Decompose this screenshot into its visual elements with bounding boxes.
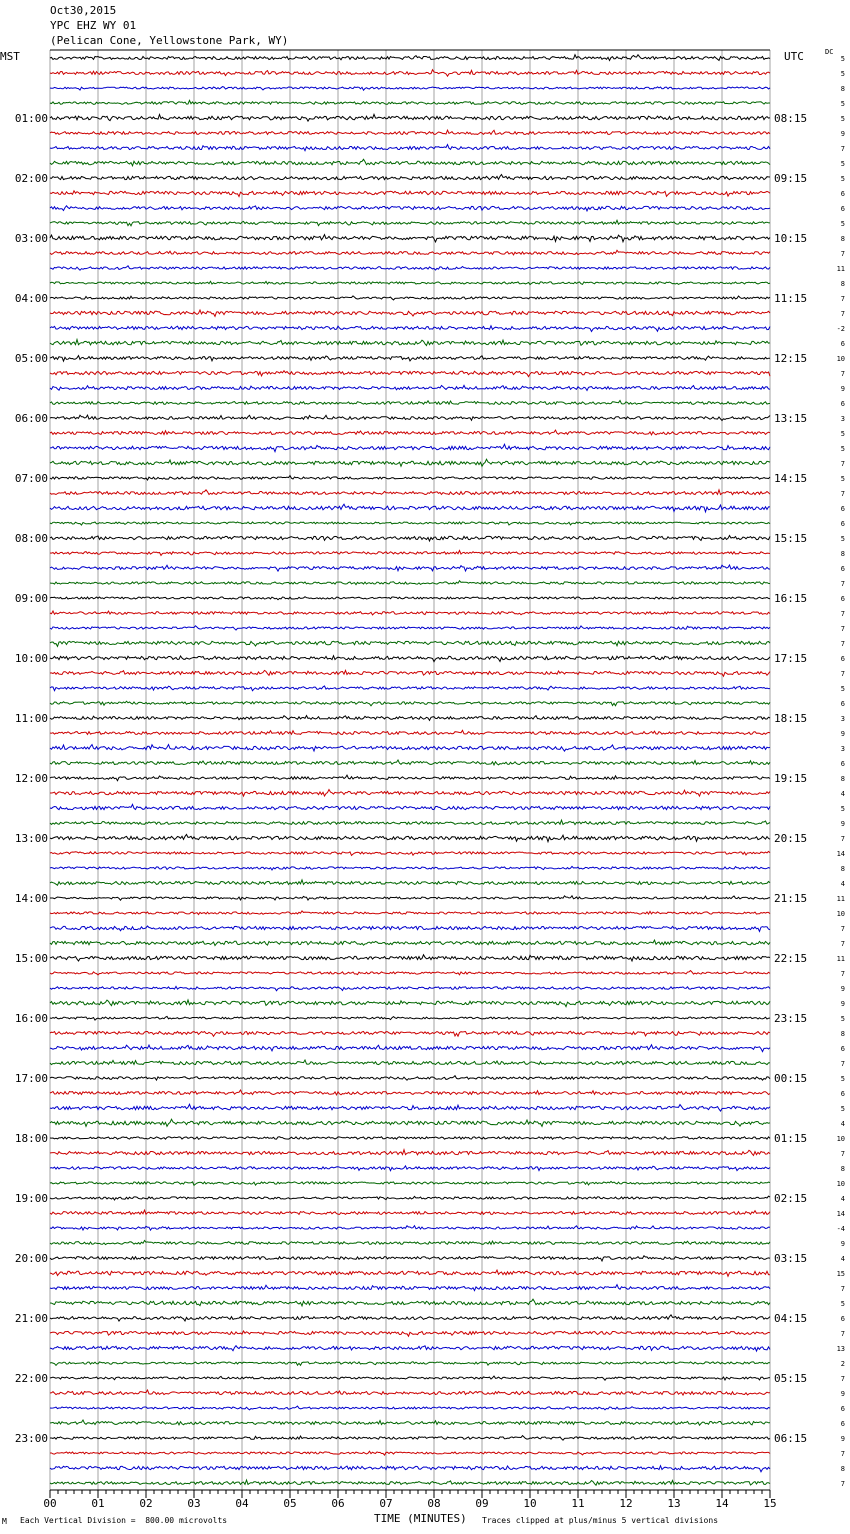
left-timezone-label: MST	[0, 50, 20, 63]
seismic-trace	[50, 626, 770, 630]
right-timezone-label: UTC	[784, 50, 804, 63]
dc-offset-value: 8	[840, 865, 845, 873]
dc-offset-value: 5	[840, 175, 845, 183]
seismic-trace	[50, 581, 770, 585]
dc-offset-value: 6	[840, 1315, 845, 1323]
seismic-trace	[50, 536, 770, 542]
dc-offset-value: 5	[840, 430, 845, 438]
right-hour-label: 11:15	[774, 292, 808, 305]
dc-offset-value: 5	[840, 220, 845, 228]
station-location: (Pelican Cone, Yellowstone Park, WY)	[50, 34, 289, 47]
seismic-trace	[50, 866, 770, 870]
right-hour-label: 08:15	[774, 112, 808, 125]
dc-offset-value: 7	[840, 1330, 845, 1338]
dc-offset-value: 11	[836, 895, 845, 903]
dc-offset-value: 5	[840, 100, 845, 108]
left-hour-label: 09:00	[14, 592, 48, 605]
dc-offset-header: DC	[825, 48, 834, 56]
plot-date: Oct30,2015	[50, 4, 117, 17]
x-tick-label: 05	[283, 1497, 297, 1510]
x-tick-label: 14	[715, 1497, 729, 1510]
seismic-trace	[50, 100, 770, 104]
left-hour-label: 17:00	[14, 1072, 48, 1085]
right-hour-label: 12:15	[774, 352, 808, 365]
seismic-trace	[50, 1241, 770, 1245]
dc-offset-value: 10	[836, 1180, 845, 1188]
dc-offset-value: 8	[840, 1165, 845, 1173]
left-hour-label: 16:00	[14, 1012, 48, 1025]
right-hour-label: 19:15	[774, 772, 808, 785]
dc-offset-value: 8	[840, 550, 845, 558]
vertical-scale-note: Each Vertical Division = 800.00 microvolts	[20, 1516, 228, 1525]
seismic-trace	[50, 87, 770, 91]
left-hour-label: 20:00	[14, 1252, 48, 1265]
dc-offset-value: 14	[836, 1210, 845, 1218]
dc-offset-value: -4	[836, 1225, 845, 1233]
seismic-trace	[50, 1346, 770, 1351]
x-tick-label: 10	[523, 1497, 537, 1510]
right-hour-label: 06:15	[774, 1432, 808, 1445]
right-hour-label: 17:15	[774, 652, 808, 665]
dc-offset-value: 5	[840, 1300, 845, 1308]
dc-offset-value: 8	[840, 85, 845, 93]
left-hour-label: 14:00	[14, 892, 48, 905]
dc-offset-value: 7	[840, 940, 845, 948]
dc-offset-value: 6	[840, 700, 845, 708]
seismic-trace	[50, 1210, 770, 1214]
dc-offset-value: 6	[840, 1090, 845, 1098]
dc-offset-value: 4	[840, 1195, 845, 1203]
dc-offset-value: 6	[840, 565, 845, 573]
seismic-trace	[50, 1331, 770, 1336]
scale-marker: M	[2, 1517, 7, 1526]
dc-offset-value: 7	[840, 250, 845, 258]
dc-offset-value: 6	[840, 190, 845, 198]
x-tick-label: 00	[43, 1497, 57, 1510]
dc-offset-value: 10	[836, 910, 845, 918]
seismic-trace	[50, 490, 770, 495]
right-hour-label: 14:15	[774, 472, 808, 485]
dc-offset-value: 7	[840, 970, 845, 978]
dc-offset-value: 7	[840, 310, 845, 318]
seismic-trace	[50, 114, 770, 121]
dc-offset-value: 10	[836, 355, 845, 363]
x-tick-label: 09	[475, 1497, 489, 1510]
seismic-trace	[50, 1016, 770, 1020]
right-hour-label: 22:15	[774, 952, 808, 965]
seismic-trace	[50, 385, 770, 390]
dc-offset-value: 2	[840, 1360, 845, 1368]
left-hour-label: 01:00	[14, 112, 48, 125]
right-hour-label: 10:15	[774, 232, 808, 245]
seismic-trace	[50, 1299, 770, 1306]
seismic-trace	[50, 459, 770, 466]
dc-offset-value: 6	[840, 595, 845, 603]
seismic-trace	[50, 551, 770, 556]
dc-offset-value: 7	[840, 145, 845, 153]
seismic-trace	[50, 266, 770, 270]
left-hour-label: 12:00	[14, 772, 48, 785]
seismic-trace	[50, 175, 770, 180]
seismic-trace	[50, 371, 770, 377]
seismic-trace	[50, 971, 770, 975]
right-hour-label: 18:15	[774, 712, 808, 725]
dc-offset-value: 4	[840, 880, 845, 888]
seismic-trace	[50, 476, 770, 481]
seismic-trace	[50, 611, 770, 615]
dc-offset-value: 5	[840, 475, 845, 483]
right-hour-label: 13:15	[774, 412, 808, 425]
seismic-trace	[50, 281, 770, 284]
seismic-trace	[50, 670, 770, 676]
dc-offset-value: 3	[840, 715, 845, 723]
dc-offset-value: 7	[840, 670, 845, 678]
seismic-trace	[50, 310, 770, 316]
seismic-trace	[50, 641, 770, 646]
seismic-trace	[50, 745, 770, 752]
dc-offset-value: 11	[836, 265, 845, 273]
dc-offset-value: 5	[840, 55, 845, 63]
seismic-trace	[50, 1270, 770, 1276]
left-hour-label: 07:00	[14, 472, 48, 485]
seismic-trace	[50, 686, 770, 691]
left-hour-label: 05:00	[14, 352, 48, 365]
right-hour-label: 21:15	[774, 892, 808, 905]
dc-offset-value: 9	[840, 1435, 845, 1443]
dc-offset-value: 7	[840, 580, 845, 588]
seismic-trace	[50, 340, 770, 346]
dc-offset-value: 6	[840, 505, 845, 513]
seismic-trace	[50, 1181, 770, 1185]
dc-offset-value: 5	[840, 70, 845, 78]
seismic-trace	[50, 1045, 770, 1052]
seismic-trace	[50, 701, 770, 706]
seismic-trace	[50, 430, 770, 435]
seismic-trace	[50, 326, 770, 332]
seismic-trace	[50, 191, 770, 197]
dc-offset-value: 8	[840, 1465, 845, 1473]
dc-offset-value: 7	[840, 295, 845, 303]
seismic-trace	[50, 1137, 770, 1140]
seismic-trace	[50, 1166, 770, 1171]
dc-offset-value: 5	[840, 1075, 845, 1083]
seismic-trace	[50, 1076, 770, 1081]
seismic-trace	[50, 70, 770, 77]
seismic-trace	[50, 1285, 770, 1291]
dc-offset-value: 7	[840, 1060, 845, 1068]
left-hour-label: 02:00	[14, 172, 48, 185]
right-hour-label: 23:15	[774, 1012, 808, 1025]
dc-offset-value: 6	[840, 1405, 845, 1413]
dc-offset-value: -2	[836, 325, 845, 333]
right-hour-label: 00:15	[774, 1072, 808, 1085]
x-tick-label: 03	[187, 1497, 201, 1510]
right-hour-label: 05:15	[774, 1372, 808, 1385]
dc-offset-value: 5	[840, 535, 845, 543]
seismic-trace	[50, 1406, 770, 1410]
seismic-trace	[50, 1031, 770, 1036]
x-tick-label: 15	[763, 1497, 777, 1510]
dc-offset-value: 6	[840, 205, 845, 213]
dc-offset-value: 14	[836, 850, 845, 858]
x-tick-label: 07	[379, 1497, 393, 1510]
right-hour-label: 01:15	[774, 1132, 808, 1145]
seismic-trace	[50, 760, 770, 765]
clipping-note: Traces clipped at plus/minus 5 vertical divisions	[482, 1516, 719, 1525]
x-tick-label: 06	[331, 1497, 345, 1510]
seismic-trace	[50, 250, 770, 255]
x-tick-label: 02	[139, 1497, 153, 1510]
dc-offset-value: 7	[840, 1285, 845, 1293]
x-axis-title: TIME (MINUTES)	[374, 1512, 467, 1525]
seismic-trace	[50, 1150, 770, 1156]
seismic-trace	[50, 880, 770, 885]
seismic-trace	[50, 1226, 770, 1231]
dc-offset-value: 6	[840, 1045, 845, 1053]
seismic-trace	[50, 1420, 770, 1425]
dc-offset-value: 13	[836, 1345, 845, 1353]
seismic-trace	[50, 775, 770, 781]
dc-offset-value: 5	[840, 160, 845, 168]
dc-offset-value: 4	[840, 1255, 845, 1263]
dc-offset-value: 8	[840, 280, 845, 288]
dc-offset-value: 6	[840, 340, 845, 348]
seismic-trace	[50, 145, 770, 151]
left-hour-label: 03:00	[14, 232, 48, 245]
station-id: YPC EHZ WY 01	[50, 19, 137, 32]
seismic-trace	[50, 1000, 770, 1007]
seismic-trace	[50, 834, 770, 841]
dc-offset-value: 9	[840, 385, 845, 393]
left-hour-label: 04:00	[14, 292, 48, 305]
left-hour-label: 19:00	[14, 1192, 48, 1205]
dc-offset-value: 5	[840, 805, 845, 813]
seismic-trace	[50, 296, 770, 300]
dc-offset-value: 7	[840, 835, 845, 843]
seismic-trace	[50, 804, 770, 809]
dc-offset-value: 9	[840, 730, 845, 738]
dc-offset-value: 5	[840, 685, 845, 693]
dc-offset-value: 4	[840, 1120, 845, 1128]
dc-offset-value: 7	[840, 610, 845, 618]
dc-offset-value: 5	[840, 445, 845, 453]
x-tick-label: 11	[571, 1497, 585, 1510]
seismic-trace	[50, 911, 770, 915]
seismic-trace	[50, 1119, 770, 1126]
seismic-trace	[50, 1104, 770, 1111]
left-hour-label: 06:00	[14, 412, 48, 425]
dc-offset-value: 7	[840, 625, 845, 633]
seismic-trace	[50, 1436, 770, 1441]
dc-offset-value: 5	[840, 115, 845, 123]
right-hour-label: 03:15	[774, 1252, 808, 1265]
dc-offset-value: 9	[840, 985, 845, 993]
dc-offset-value: 8	[840, 235, 845, 243]
seismic-trace	[50, 130, 770, 134]
seismic-trace	[50, 955, 770, 961]
left-hour-label: 08:00	[14, 532, 48, 545]
dc-offset-value: 9	[840, 1390, 845, 1398]
dc-offset-value: 9	[840, 1000, 845, 1008]
dc-offset-value: 6	[840, 400, 845, 408]
dc-offset-value: 7	[840, 1480, 845, 1488]
dc-offset-value: 10	[836, 1135, 845, 1143]
seismic-trace	[50, 1315, 770, 1321]
x-tick-label: 12	[619, 1497, 633, 1510]
seismic-trace	[50, 565, 770, 571]
seismic-trace	[50, 206, 770, 211]
dc-offset-value: 3	[840, 745, 845, 753]
x-tick-label: 01	[91, 1497, 105, 1510]
seismic-trace	[50, 1090, 770, 1095]
dc-offset-value: 6	[840, 655, 845, 663]
dc-offset-value: 11	[836, 955, 845, 963]
left-hour-label: 21:00	[14, 1312, 48, 1325]
seismic-trace	[50, 716, 770, 721]
left-hour-label: 18:00	[14, 1132, 48, 1145]
seismic-trace	[50, 1480, 770, 1485]
dc-offset-value: 5	[840, 1105, 845, 1113]
seismic-trace	[50, 896, 770, 900]
left-hour-label: 15:00	[14, 952, 48, 965]
seismic-trace	[50, 597, 770, 600]
right-hour-label: 20:15	[774, 832, 808, 845]
seismic-trace	[50, 415, 770, 420]
dc-offset-value: 3	[840, 415, 845, 423]
seismic-trace	[50, 1451, 770, 1455]
seismic-trace	[50, 986, 770, 990]
dc-offset-value: 9	[840, 130, 845, 138]
left-hour-label: 13:00	[14, 832, 48, 845]
dc-offset-value: 7	[840, 1450, 845, 1458]
seismic-trace	[50, 656, 770, 662]
seismic-trace	[50, 926, 770, 931]
dc-offset-value: 7	[840, 1375, 845, 1383]
seismic-trace	[50, 522, 770, 525]
seismic-trace	[50, 220, 770, 226]
left-hour-label: 10:00	[14, 652, 48, 665]
dc-offset-value: 15	[836, 1270, 845, 1278]
right-hour-label: 04:15	[774, 1312, 808, 1325]
right-hour-label: 15:15	[774, 532, 808, 545]
seismic-trace	[50, 851, 770, 855]
x-tick-label: 13	[667, 1497, 681, 1510]
seismic-trace	[50, 820, 770, 825]
seismic-trace	[50, 55, 770, 61]
dc-offset-value: 9	[840, 1240, 845, 1248]
seismic-trace	[50, 235, 770, 242]
dc-offset-value: 8	[840, 1030, 845, 1038]
seismic-trace	[50, 504, 770, 512]
left-hour-label: 11:00	[14, 712, 48, 725]
seismic-trace	[50, 940, 770, 945]
left-hour-label: 23:00	[14, 1432, 48, 1445]
seismic-trace	[50, 730, 770, 734]
dc-offset-value: 7	[840, 1150, 845, 1158]
seismic-trace	[50, 1390, 770, 1395]
dc-offset-value: 7	[840, 490, 845, 498]
seismic-trace	[50, 1060, 770, 1065]
left-hour-label: 22:00	[14, 1372, 48, 1385]
seismic-trace	[50, 1196, 770, 1200]
seismic-trace	[50, 401, 770, 405]
dc-offset-value: 4	[840, 790, 845, 798]
right-hour-label: 09:15	[774, 172, 808, 185]
dc-offset-value: 7	[840, 460, 845, 468]
dc-offset-value: 9	[840, 820, 845, 828]
dc-offset-value: 7	[840, 640, 845, 648]
seismic-trace	[50, 356, 770, 362]
seismic-trace	[50, 1256, 770, 1261]
dc-offset-value: 6	[840, 520, 845, 528]
seismic-trace	[50, 159, 770, 166]
seismic-trace	[50, 1466, 770, 1472]
right-hour-label: 02:15	[774, 1192, 808, 1205]
dc-offset-value: 6	[840, 1420, 845, 1428]
seismic-trace	[50, 1376, 770, 1380]
seismic-trace	[50, 1362, 770, 1366]
seismic-trace	[50, 444, 770, 451]
right-hour-label: 16:15	[774, 592, 808, 605]
dc-offset-value: 5	[840, 1015, 845, 1023]
dc-offset-value: 7	[840, 370, 845, 378]
dc-offset-value: 8	[840, 775, 845, 783]
dc-offset-value: 7	[840, 925, 845, 933]
dc-offset-value: 6	[840, 760, 845, 768]
seismic-trace	[50, 790, 770, 797]
x-tick-label: 08	[427, 1497, 441, 1510]
x-tick-label: 04	[235, 1497, 249, 1510]
